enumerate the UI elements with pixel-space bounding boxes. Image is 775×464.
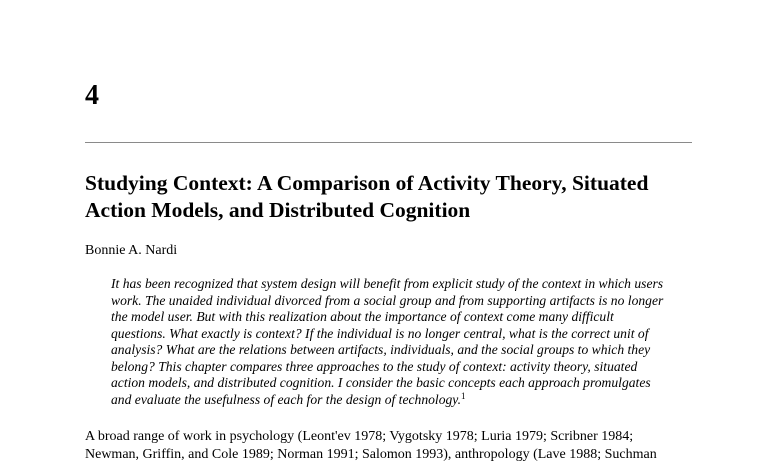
abstract-line: analysis? What are the relations between artifacts, individuals, and the social groups to which they <box>111 342 651 357</box>
chapter-title-line: Action Models, and Distributed Cognition <box>85 198 471 222</box>
abstract-line: belong? This chapter compares three approaches to the study of context: activity theory, situated <box>111 358 638 374</box>
chapter-title-line: Studying Context: A Comparison of Activity Theory, Situated <box>85 171 649 195</box>
horizontal-rule <box>85 142 692 143</box>
abstract <box>111 276 701 408</box>
abstract-line: the model user. But with this realization about the importance of context come many difficult <box>111 309 614 324</box>
body-line: Newman, Griffin, and Cole 1989; Norman 1991; Salomon 1993), anthropology (Lave 1988; Suchman <box>85 446 657 462</box>
body-paragraph <box>85 428 705 463</box>
abstract-line: action models, and distributed cognition. I consider the basic concepts each approach promulgates <box>111 375 651 390</box>
chapter-title <box>85 170 705 224</box>
abstract-line-last <box>111 392 701 409</box>
body-line: A broad range of work in psychology (Leont'ev 1978; Vygotsky 1978; Luria 1979; Scribner 1984; <box>85 429 634 444</box>
chapter-number: 4 <box>85 80 99 111</box>
abstract-line: It has been recognized that system design will benefit from explicit study of the context in which users <box>111 276 664 291</box>
abstract-line: work. The unaided individual divorced from a social group and from supporting artifacts is no longer <box>111 292 664 308</box>
footnote-marker[interactable]: 1 <box>460 390 466 401</box>
abstract-line-text: and evaluate the usefulness of each for the design of technology. <box>111 391 461 407</box>
abstract-line: questions. What exactly is context? If the individual is no longer central, what is the correct unit of <box>111 325 649 341</box>
author-name: Bonnie A. Nardi <box>85 243 178 258</box>
